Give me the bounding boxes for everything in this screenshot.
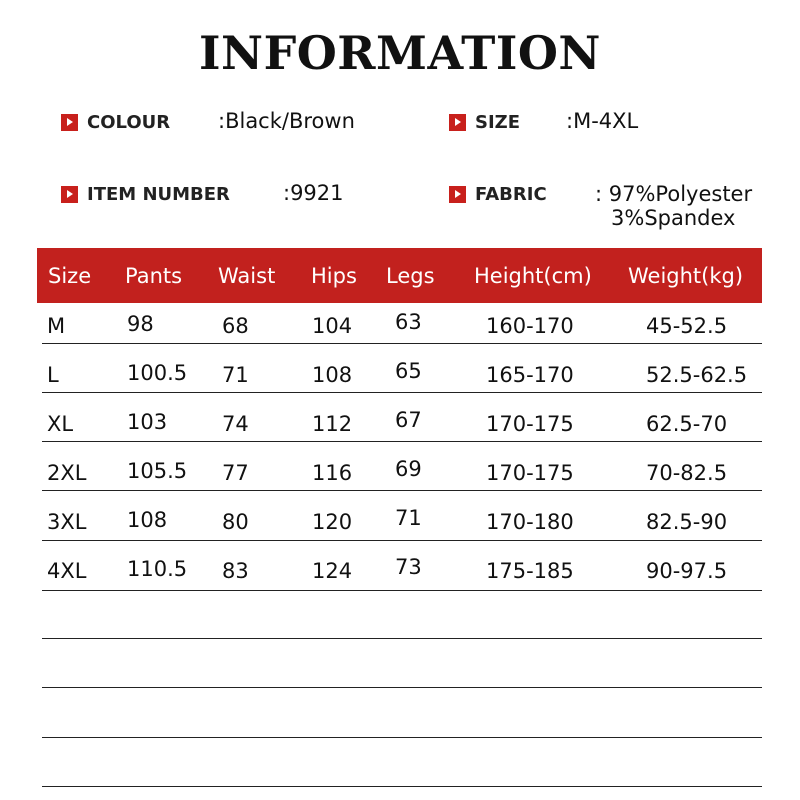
arrow-bullet-icon [61, 114, 78, 131]
info-item-number-label-group [61, 184, 230, 205]
cell-height: 160-170 [486, 314, 574, 338]
cell-hips: 124 [312, 559, 353, 583]
cell-weight: 62.5-70 [646, 412, 728, 436]
cell-pants: 108 [127, 508, 168, 532]
cell-size: XL [47, 412, 74, 436]
column-header-legs: Legs [386, 264, 435, 288]
cell-hips: 116 [312, 461, 353, 485]
empty-row-divider [42, 638, 762, 639]
cell-waist: 74 [222, 412, 249, 436]
column-header-pants: Pants [125, 264, 183, 288]
cell-size: 4XL [47, 559, 87, 583]
empty-row-divider [42, 786, 762, 787]
cell-hips: 104 [312, 314, 353, 338]
info-fabric-label-group [449, 184, 547, 205]
cell-height: 170-175 [486, 461, 574, 485]
row-divider [42, 590, 762, 591]
column-header-waist: Waist [218, 264, 276, 288]
cell-weight: 82.5-90 [646, 510, 728, 534]
column-header-height: Height(cm) [474, 264, 592, 288]
size-value: :M-4XL [566, 109, 639, 133]
info-colour-label-group [61, 112, 170, 133]
cell-legs: 71 [395, 506, 422, 530]
item-number-label: ITEM NUMBER [87, 184, 230, 205]
table-row [0, 457, 800, 506]
size-label: SIZE [475, 112, 521, 133]
cell-hips: 120 [312, 510, 353, 534]
cell-hips: 108 [312, 363, 353, 387]
empty-row-divider [42, 737, 762, 738]
cell-pants: 103 [127, 410, 168, 434]
cell-legs: 73 [395, 555, 422, 579]
cell-size: L [47, 363, 59, 387]
cell-waist: 77 [222, 461, 249, 485]
table-row [0, 506, 800, 555]
cell-weight: 90-97.5 [646, 559, 728, 583]
row-divider [42, 540, 762, 541]
arrow-bullet-icon [61, 186, 78, 203]
colour-value: :Black/Brown [218, 109, 355, 133]
colour-label: COLOUR [87, 112, 171, 133]
cell-height: 165-170 [486, 363, 574, 387]
page-title: INFORMATION [199, 26, 601, 80]
row-divider [42, 490, 762, 491]
cell-size: 2XL [47, 461, 87, 485]
row-divider [42, 343, 762, 344]
cell-height: 170-175 [486, 412, 574, 436]
cell-weight: 70-82.5 [646, 461, 728, 485]
cell-legs: 63 [395, 310, 422, 334]
cell-pants: 110.5 [127, 557, 188, 581]
cell-waist: 83 [222, 559, 249, 583]
cell-waist: 71 [222, 363, 249, 387]
row-divider [42, 441, 762, 442]
arrow-bullet-icon [449, 114, 466, 131]
cell-height: 170-180 [486, 510, 574, 534]
cell-pants: 100.5 [127, 361, 188, 385]
column-header-size: Size [48, 264, 92, 288]
cell-legs: 65 [395, 359, 422, 383]
cell-legs: 67 [395, 408, 422, 432]
cell-weight: 45-52.5 [646, 314, 728, 338]
table-row [0, 408, 800, 457]
cell-size: 3XL [47, 510, 87, 534]
cell-waist: 80 [222, 510, 249, 534]
table-row [0, 555, 800, 604]
fabric-label: FABRIC [475, 184, 547, 205]
fabric-value-line1: : 97%Polyester [595, 182, 753, 206]
cell-height: 175-185 [486, 559, 574, 583]
arrow-bullet-icon [449, 186, 466, 203]
size-table-header [37, 248, 762, 303]
fabric-value-line2: 3%Spandex [611, 206, 736, 230]
table-row [0, 359, 800, 408]
cell-weight: 52.5-62.5 [646, 363, 748, 387]
table-row [0, 310, 800, 359]
cell-size: M [47, 314, 66, 338]
cell-legs: 69 [395, 457, 422, 481]
info-size-label-group [449, 112, 520, 133]
cell-pants: 105.5 [127, 459, 188, 483]
empty-row-divider [42, 687, 762, 688]
item-number-value: :9921 [283, 181, 344, 205]
cell-hips: 112 [312, 412, 353, 436]
cell-waist: 68 [222, 314, 249, 338]
column-header-weight: Weight(kg) [628, 264, 744, 288]
row-divider [42, 392, 762, 393]
column-header-hips: Hips [311, 264, 357, 288]
cell-pants: 98 [127, 312, 154, 336]
